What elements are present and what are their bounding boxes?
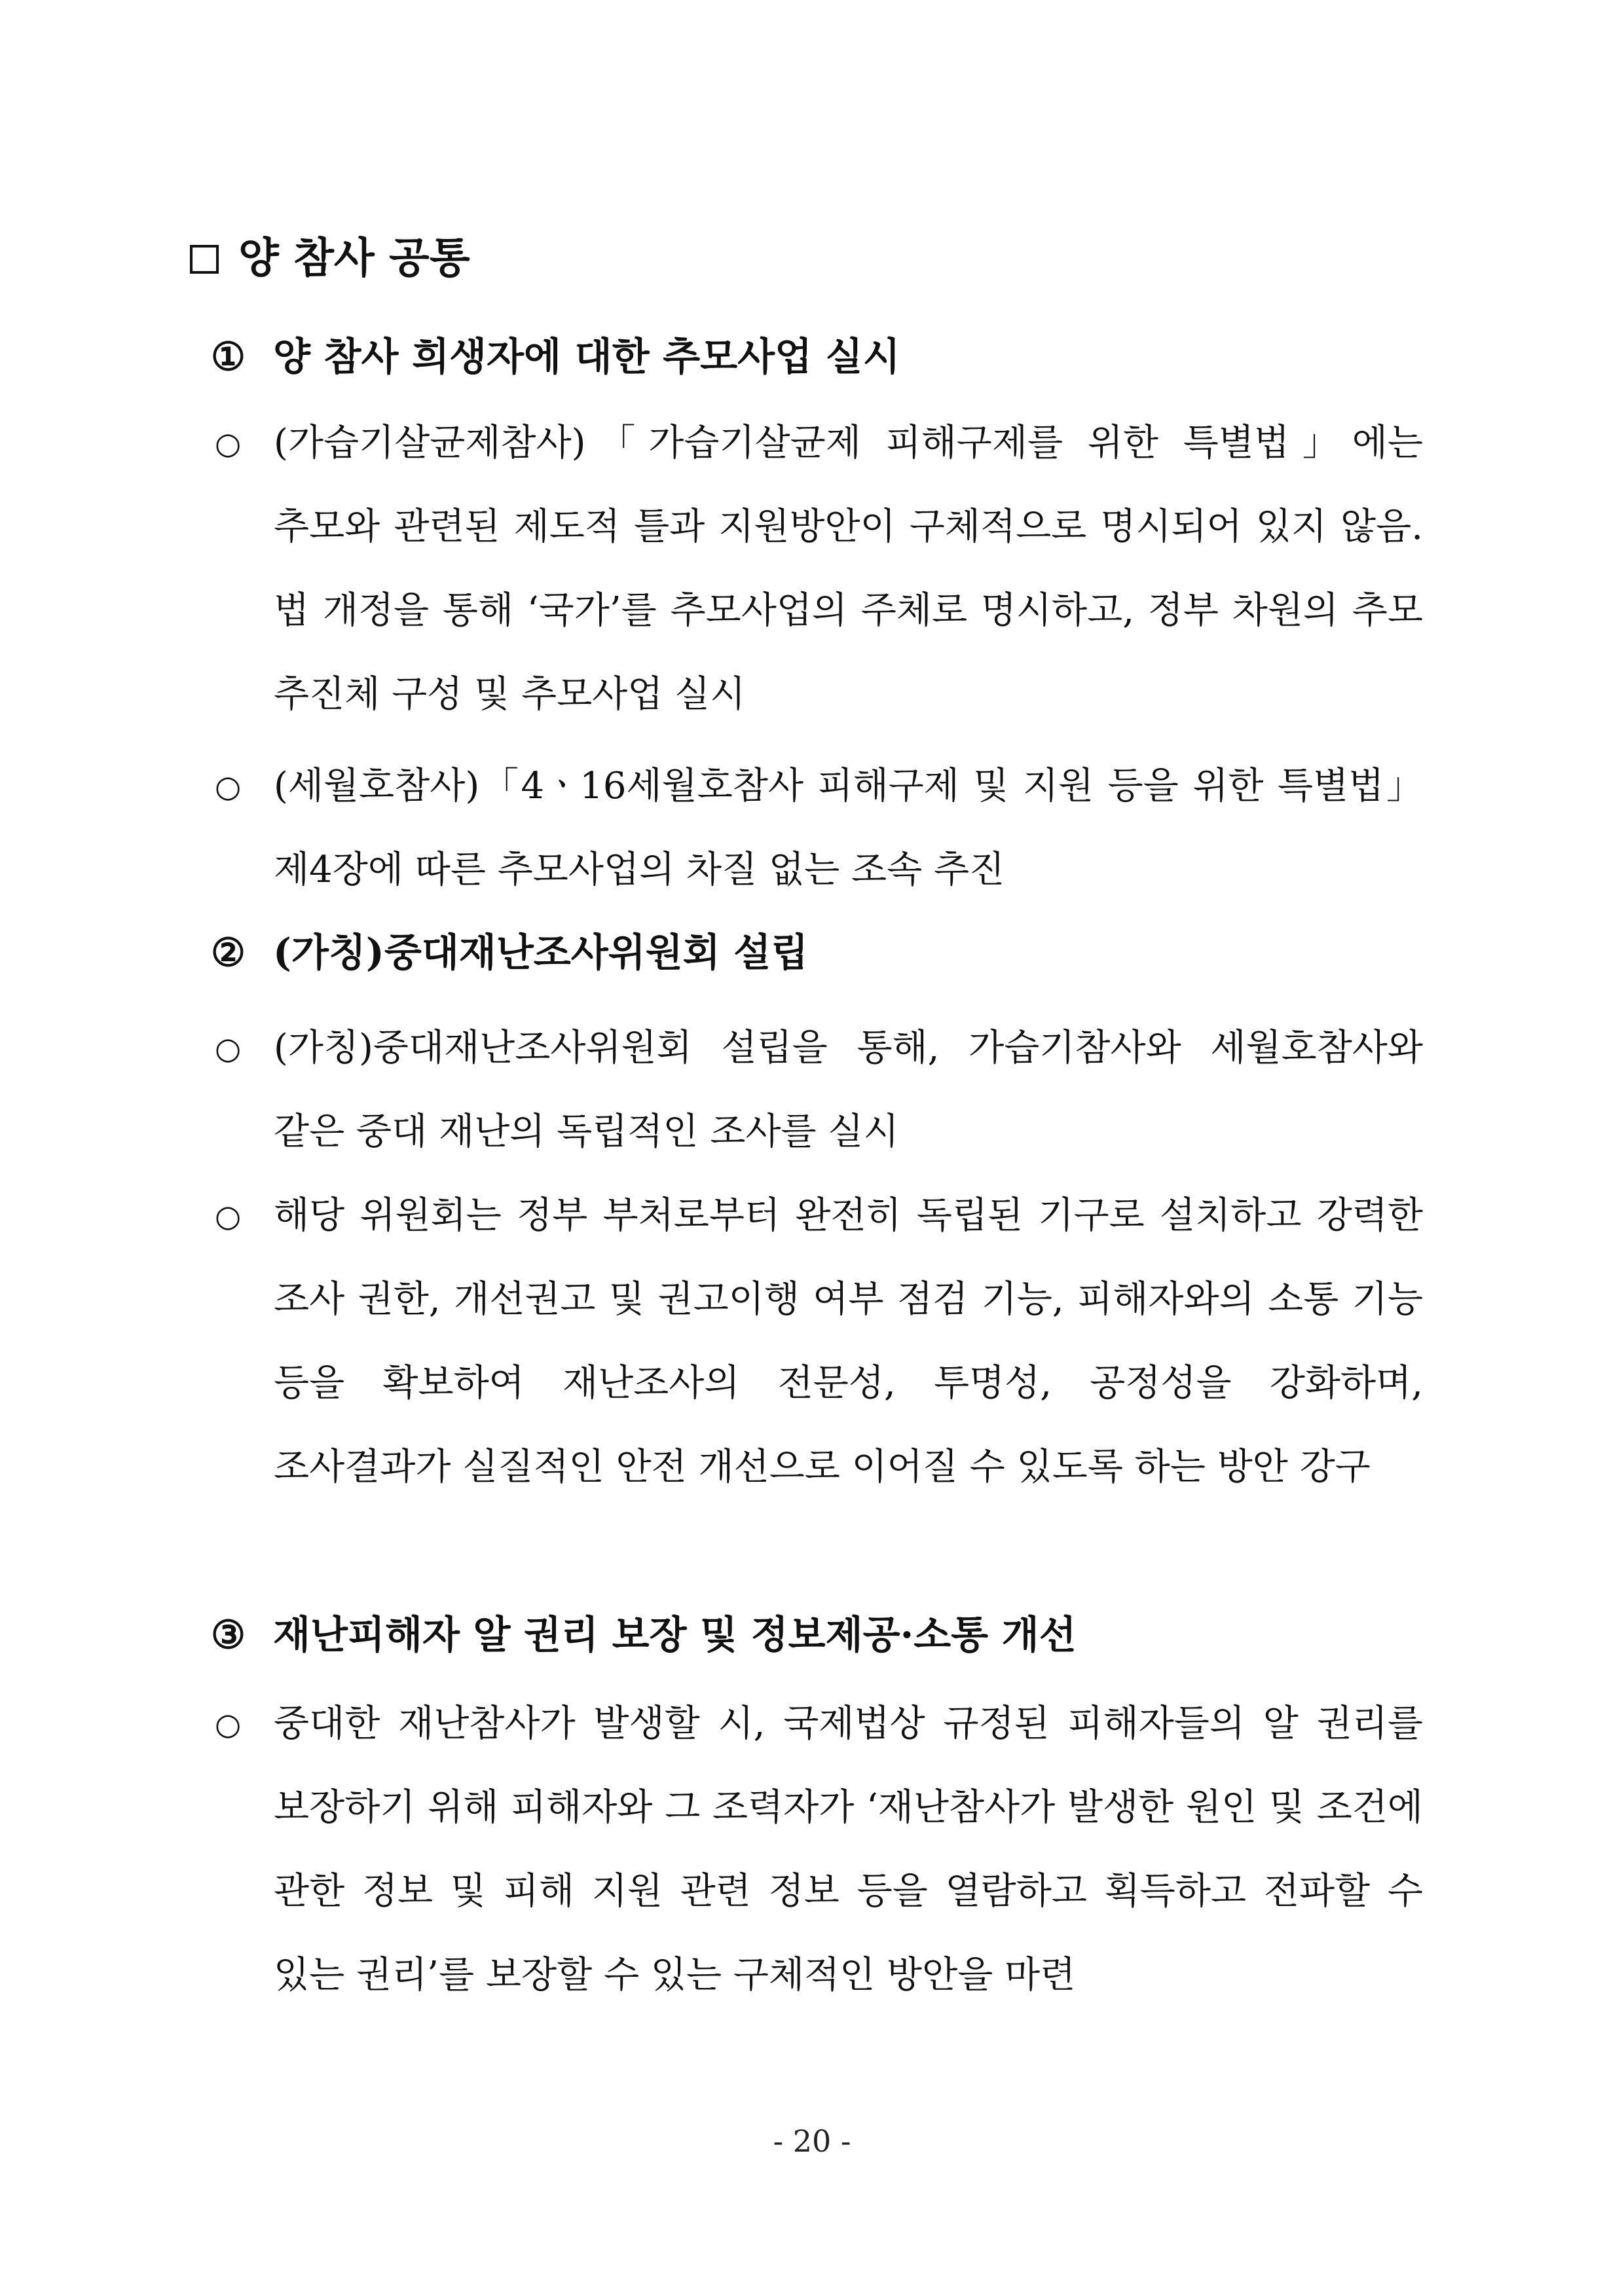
bullet-text: (가습기살균제참사)「가습기살균제 피해구제를 위한 특별법」에는 추모와 관련된 제도적 틀과 지원방안이 구체적으로 명시되어 있지 않음. 법 개정을 통해 ‘국가’를 추모사업의 주체로 명시하고, 정부 차원의 추모 추진체 구성 및 추모사업 실시 (274, 422, 1423, 716)
item-2-title: (가칭)중대재난조사위원회 설립 (273, 930, 809, 975)
bullet-text: (세월호참사)「4ㆍ16세월호참사 피해구제 및 지원 등을 위한 특별법」 제4장에 따른 추모사업의 차질 없는 조속 추진 (274, 765, 1423, 891)
item-1-heading (211, 324, 900, 390)
bullet-text: 해당 위원회는 정부 부처로부터 완전히 독립된 기구로 설치하고 강력한 조사 권한, 개선권고 및 권고이행 여부 점검 기능, 피해자와의 소통 기능 등을 확보하여 재난조사의 전문성, 투명성, 공정성을 강화하며, 조사결과가 실질적인 안전 개선으로 이어질 수 있도록 하는 방안 강구 (274, 1194, 1423, 1488)
bullet-circle-icon: ○ (215, 1031, 242, 1066)
item-3-number: ③ (211, 1612, 246, 1657)
item-1-number: ① (211, 334, 246, 379)
section-title: 양 참사 공통 (238, 234, 470, 283)
bullet-text: (가칭)중대재난조사위원회 설립을 통해, 가습기참사와 세월호참사와 같은 중대 재난의 독립적인 조사를 실시 (274, 1027, 1423, 1153)
bullet-circle-icon: ○ (215, 1706, 242, 1742)
item-3-heading (211, 1602, 1077, 1668)
checkbox-square-icon (190, 245, 219, 274)
item-1-title: 양 참사 희생자에 대한 추모사업 실시 (273, 334, 900, 379)
bullet-text: 중대한 재난참사가 발생할 시, 국제법상 규정된 피해자들의 알 권리를 보장하기 위해 피해자와 그 조력자가 ‘재난참사가 발생한 원인 및 조건에 관한 정보 및 피해 지원 관련 정보 등을 열람하고 획득하고 전파할 수 있는 권리’를 보장할 수 있는 구체적인 방안을 마련 (274, 1702, 1423, 1996)
item-3-title: 재난피해자 알 권리 보장 및 정보제공·소통 개선 (273, 1612, 1077, 1657)
bullet-circle-icon: ○ (215, 426, 242, 461)
page-number: - 20 - (773, 2123, 851, 2159)
item-1-bullet-1 (215, 401, 1423, 737)
bullet-circle-icon: ○ (215, 769, 242, 804)
item-2-bullet-2 (215, 1174, 1423, 1509)
item-2-heading (211, 920, 808, 985)
item-2-number: ② (211, 930, 246, 975)
item-2-bullet-1 (215, 1006, 1423, 1174)
bullet-circle-icon: ○ (215, 1198, 242, 1234)
item-1-bullet-2 (215, 744, 1423, 912)
section-heading (190, 226, 470, 291)
item-3-bullet-1 (215, 1682, 1423, 2017)
